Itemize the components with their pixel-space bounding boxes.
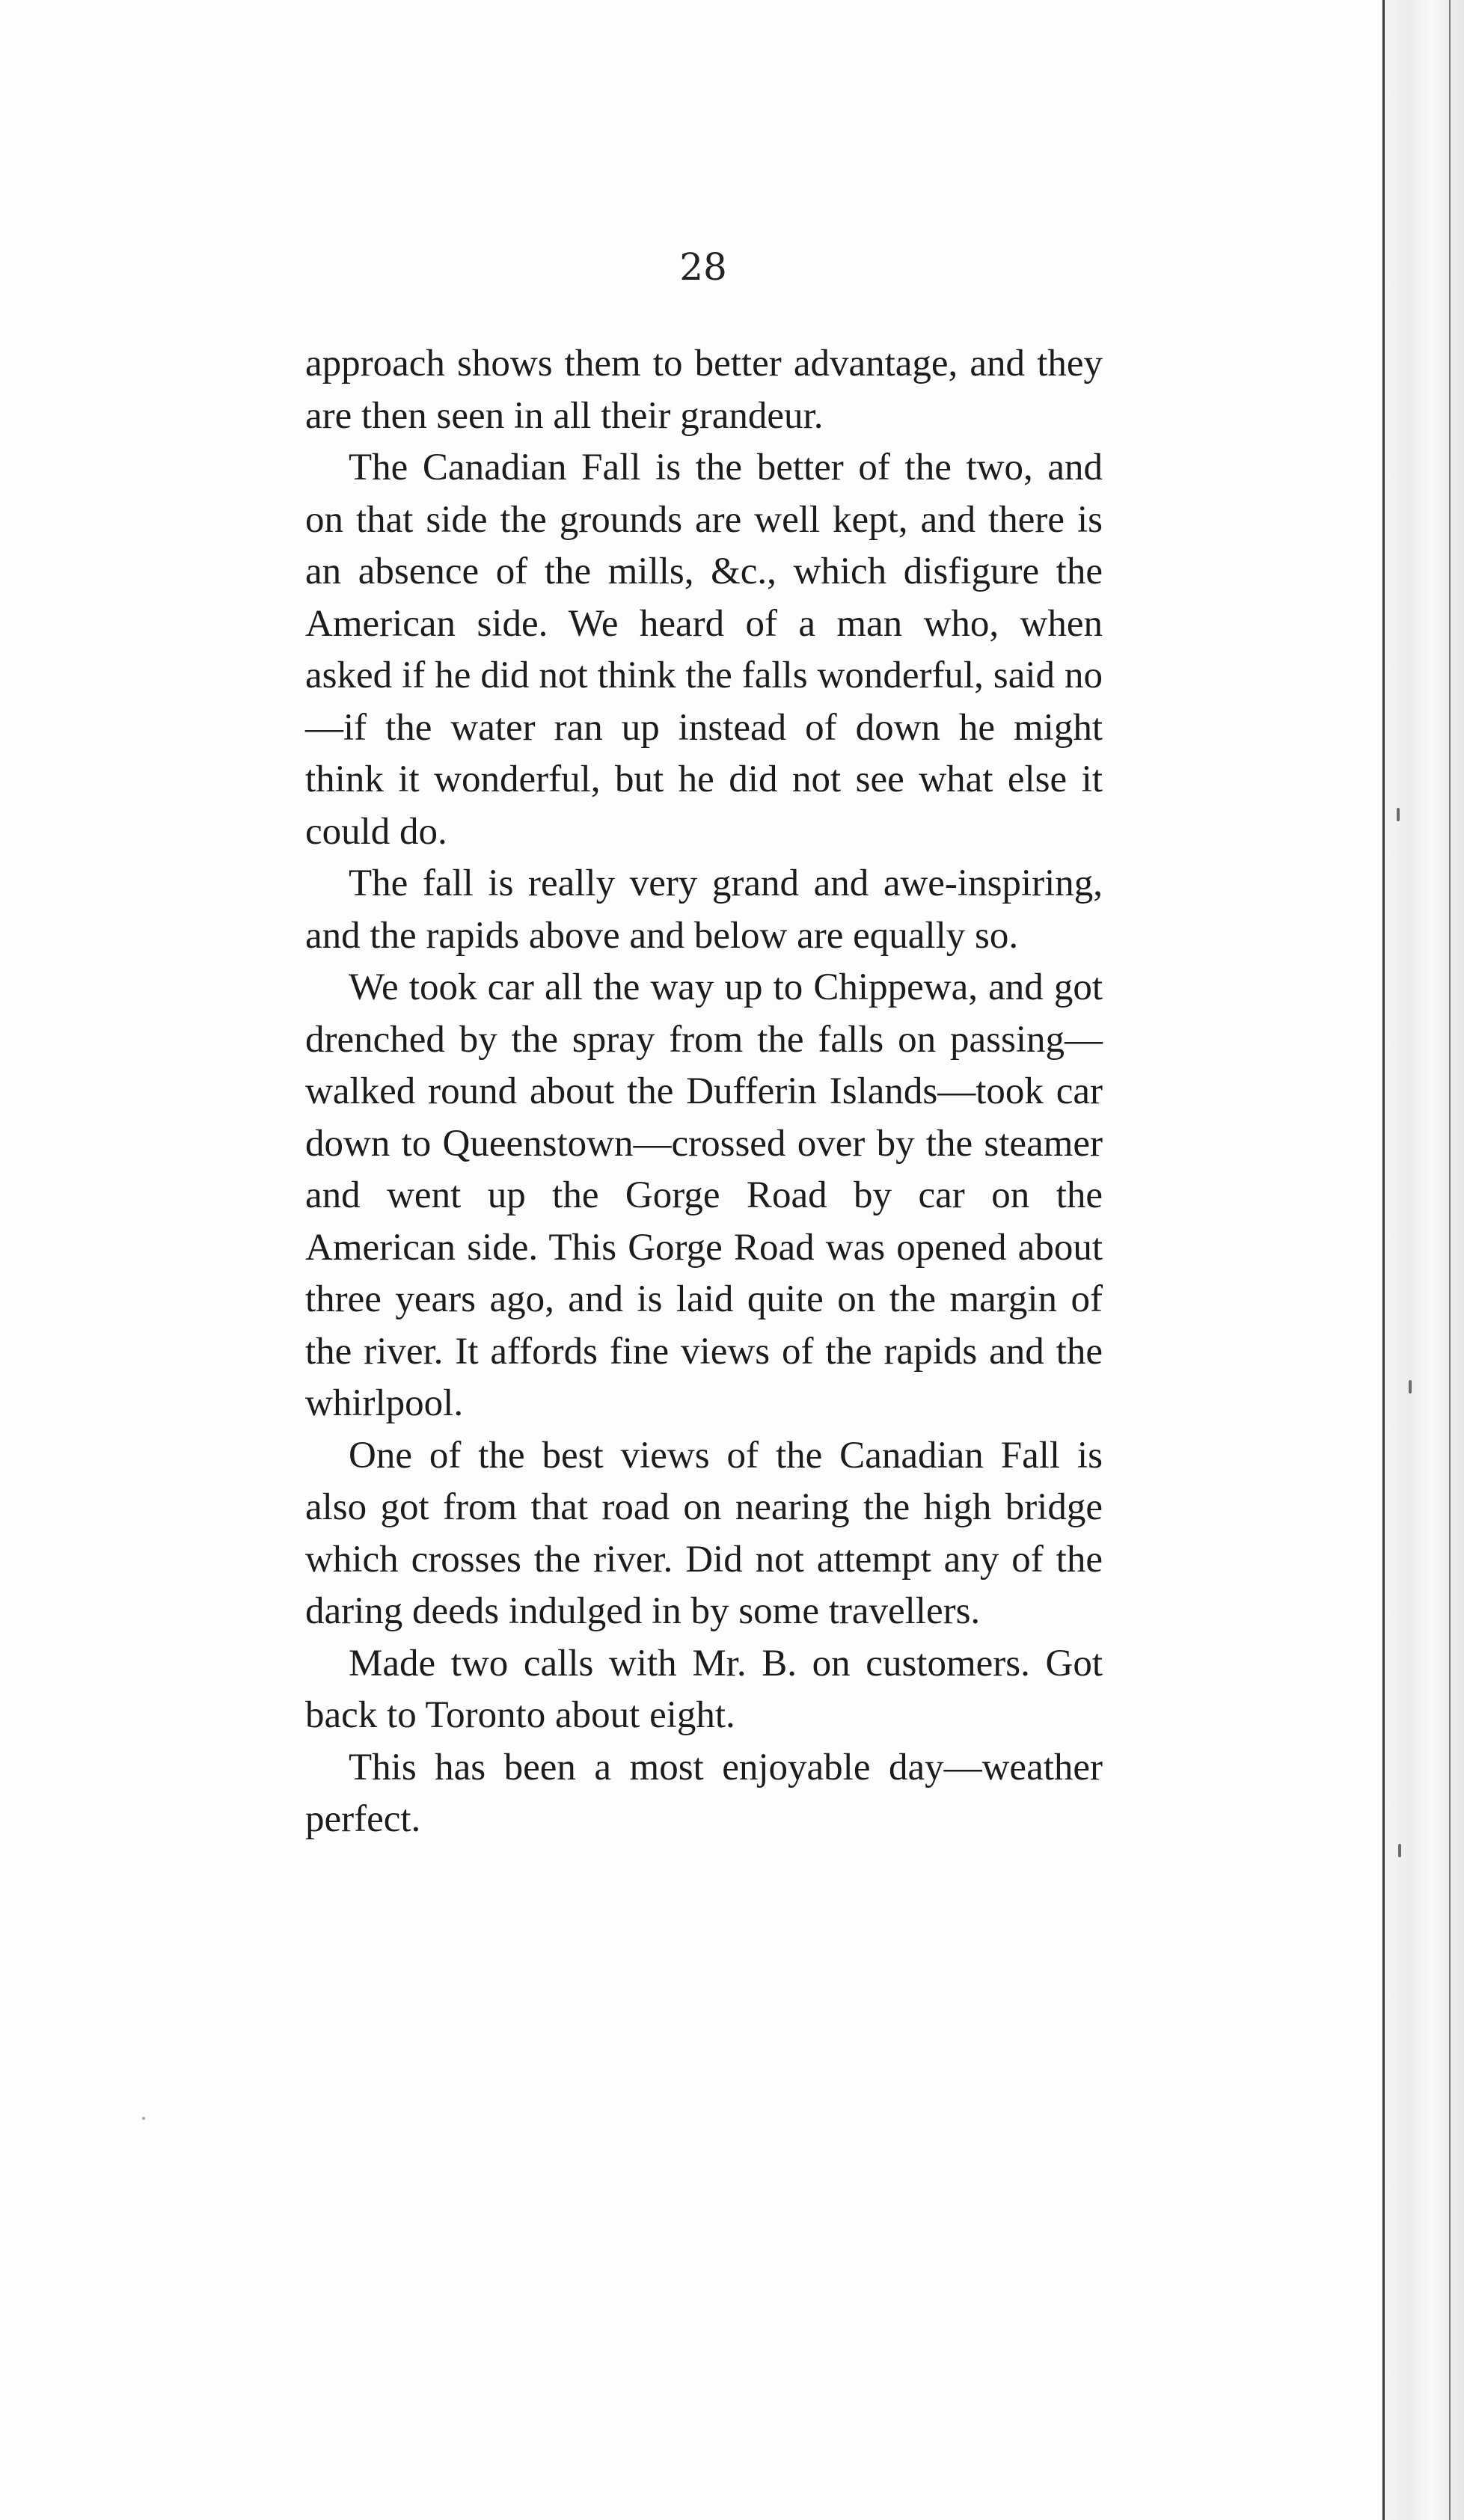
paragraph-4: We took car all the way up to Chippewa, and got drenched by the spray from the falls on passing—walked round about the Dufferin Islands—took car down to Queenstown—crossed over by the steamer and went up the Gorge Road by car on the American side. This Gorge Road was opened about three years ago, and is laid quite on the margin of the river. It affords fine views of the rapids and the whirlpool.	[305, 966, 1103, 1424]
paragraph-6: Made two calls with Mr. B. on customers. Got back to Toronto about eight.	[305, 1642, 1103, 1736]
paragraph-1: approach shows them to better advantage, and they are then seen in all their grandeur.	[305, 343, 1103, 437]
page-edge-line-outer	[1449, 0, 1451, 2520]
paragraph-2: The Canadian Fall is the better of the two, and on that side the grounds are well kept, and there is an absence of the mills, &c., which disfigure the American side. We heard of a man who, when asked if he did not think the falls wonderful, said no—if the water ran up instead of down he might think it wonderful, but he did not see what else it could do.	[305, 447, 1103, 853]
page-right-edge	[1382, 0, 1464, 2520]
body-text	[305, 338, 1103, 1846]
paper-speck	[142, 2117, 145, 2120]
edge-mark	[1398, 1844, 1401, 1857]
paragraph-5: One of the best views of the Canadian Fall is also got from that road on nearing the high bridge which crosses the river. Did not attempt any of the daring deeds indulged in by some travellers.	[305, 1434, 1103, 1632]
edge-mark	[1409, 1380, 1412, 1394]
paragraph-3: The fall is really very grand and awe-inspiring, and the rapids above and below are equally so.	[305, 862, 1103, 957]
page-number: 28	[679, 245, 727, 289]
edge-mark	[1397, 808, 1400, 821]
paragraph-7: This has been a most enjoyable day—weather perfect.	[305, 1746, 1103, 1840]
page-edge-line	[1382, 0, 1385, 2520]
